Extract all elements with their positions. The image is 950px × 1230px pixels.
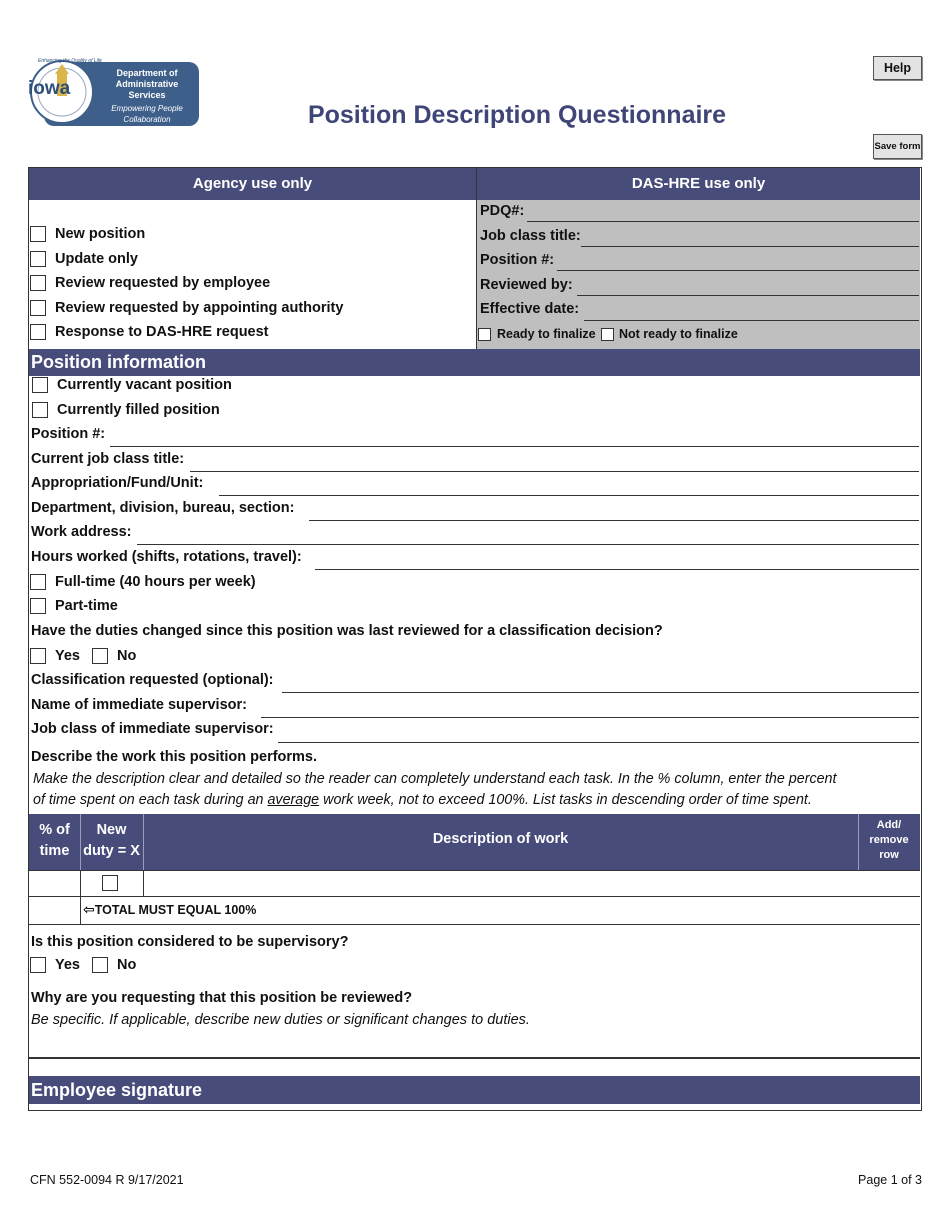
full-time-option[interactable] (30, 574, 256, 590)
das-position-label: Position #: (480, 252, 555, 268)
duties-no-checkbox[interactable] (92, 648, 108, 664)
save-form-button[interactable]: Save form (873, 134, 922, 159)
position-info-heading (29, 349, 920, 376)
reviewed-by-label: Reviewed by: (480, 277, 573, 293)
duties-no-label: No (117, 648, 137, 664)
review-authority-checkbox[interactable] (30, 300, 46, 316)
agency-use-label: Agency use only (192, 175, 313, 192)
job-class-label: Current job class title: (31, 451, 185, 467)
header-col-sep-2 (143, 814, 144, 870)
logo-dept-line1: Department of (116, 68, 178, 78)
pdq-label: PDQ#: (480, 203, 525, 219)
update-only-checkbox[interactable] (30, 251, 46, 267)
das-job-class-label: Job class title: (480, 228, 581, 244)
supervisory-no-label: No (117, 957, 137, 973)
supervisory-no[interactable] (92, 957, 136, 973)
das-position-input[interactable] (557, 270, 919, 271)
why-input-bottom (29, 1057, 920, 1059)
vacant-label: Currently vacant position (57, 377, 232, 393)
logo-word: iowa (28, 78, 71, 99)
supervisory-yes-checkbox[interactable] (30, 957, 46, 973)
filled-checkbox[interactable] (32, 402, 48, 418)
logo-dept-line2: Administrative Services (115, 79, 179, 100)
describe-line1: Make the description clear and detailed so the reader can completely understand each task. In the % column, enter the percent (33, 771, 837, 787)
total-note-label: TOTAL MUST EQUAL 100% (94, 903, 257, 917)
duties-changed-yes[interactable] (30, 648, 80, 664)
response-dashre-checkbox[interactable] (30, 324, 46, 340)
vacant-position[interactable] (32, 377, 232, 393)
col-add-line1: Add/ (876, 819, 902, 831)
describe-line2-emphasis: average (267, 792, 320, 808)
new-position-label: New position (55, 226, 146, 242)
job-class-input[interactable] (190, 471, 919, 472)
position-number-label: Position #: (31, 426, 106, 442)
part-time-label: Part-time (55, 598, 118, 614)
duty-percent-input[interactable] (29, 871, 80, 896)
not-ready-finalize[interactable] (601, 327, 738, 341)
form-id: CFN 552-0094 R 9/17/2021 (30, 1173, 184, 1187)
dashre-use-label: DAS-HRE use only (631, 175, 766, 192)
page-title: Position Description Questionnaire (307, 101, 727, 129)
header-col-sep-3 (858, 814, 859, 870)
ready-finalize[interactable] (478, 327, 596, 341)
employee-signature-heading (29, 1076, 920, 1104)
describe-line2-post: work week, not to exceed 100%. List tasks in descending order of time spent. (319, 792, 812, 808)
col-percent-header (29, 820, 80, 862)
option-review-authority[interactable] (30, 300, 343, 316)
why-input[interactable] (29, 1032, 920, 1056)
pdq-input[interactable] (527, 221, 919, 222)
position-info-title: Position information (31, 352, 206, 372)
das-job-class-input[interactable] (581, 246, 919, 247)
not-ready-finalize-label: Not ready to finalize (619, 327, 738, 341)
full-time-checkbox[interactable] (30, 574, 46, 590)
new-position-checkbox[interactable] (30, 226, 46, 242)
classification-input[interactable] (282, 692, 919, 693)
work-address-label: Work address: (31, 524, 132, 540)
ready-finalize-checkbox[interactable] (478, 328, 491, 341)
supervisory-question: Is this position considered to be supervisory? (31, 934, 349, 950)
response-dashre-label: Response to DAS-HRE request (55, 324, 269, 340)
describe-line2 (33, 790, 923, 811)
duty-description-input[interactable] (144, 871, 920, 896)
describe-line2-pre: of time spent on each task during an (33, 792, 268, 808)
duties-changed-no[interactable] (92, 648, 136, 664)
col-percent-line1: % of (39, 822, 70, 838)
update-only-label: Update only (55, 251, 138, 267)
supervisor-name-label: Name of immediate supervisor: (31, 697, 247, 713)
part-time-option[interactable] (30, 598, 118, 614)
logo-tag1: Empowering People (111, 104, 183, 113)
effective-date-label: Effective date: (480, 301, 580, 317)
why-hint: Be specific. If applicable, describe new duties or significant changes to duties. (31, 1012, 530, 1028)
col-new-duty-header (80, 820, 143, 862)
agency-use-header (29, 168, 476, 200)
header-col-sep-1 (80, 814, 81, 870)
not-ready-finalize-checkbox[interactable] (601, 328, 614, 341)
work-address-input[interactable] (137, 544, 919, 545)
logo-seal-text: Enhancing the Quality of Life (38, 58, 102, 64)
duty-new-checkbox[interactable] (102, 875, 118, 891)
appropriation-input[interactable] (219, 495, 919, 496)
total-row-bottom (29, 924, 920, 925)
option-response-dashre[interactable] (30, 324, 269, 340)
hours-input[interactable] (315, 569, 919, 570)
col-add-line2: remove (869, 834, 909, 846)
duty-new-cell (80, 871, 143, 896)
classification-label: Classification requested (optional): (31, 672, 274, 688)
department-input[interactable] (309, 520, 919, 521)
col-description-header: Description of work (432, 831, 569, 847)
option-review-employee[interactable] (30, 275, 270, 291)
col-new-line1: New (96, 822, 127, 838)
review-authority-label: Review requested by appointing authority (55, 300, 344, 316)
help-button[interactable]: Help (873, 56, 922, 80)
department-label: Department, division, bureau, section: (31, 500, 295, 516)
logo-tag2: Collaboration (123, 115, 171, 124)
reviewed-by-input[interactable] (577, 295, 919, 296)
filled-label: Currently filled position (57, 402, 220, 418)
col-new-line2: duty = X (83, 843, 140, 859)
supervisor-name-input[interactable] (261, 717, 919, 718)
total-note (83, 901, 256, 918)
appropriation-label: Appropriation/Fund/Unit: (31, 475, 204, 491)
position-number-input[interactable] (110, 446, 919, 447)
total-percent-cell (29, 897, 80, 923)
supervisor-class-input[interactable] (278, 742, 919, 743)
review-employee-label: Review requested by employee (55, 275, 271, 291)
supervisory-yes[interactable] (30, 957, 80, 973)
col-add-remove-header (858, 818, 920, 863)
left-arrow-icon: ⇦ (83, 901, 95, 917)
hours-label: Hours worked (shifts, rotations, travel): (31, 549, 302, 565)
filled-position[interactable] (32, 402, 220, 418)
part-time-checkbox[interactable] (30, 598, 46, 614)
dashre-use-header (477, 168, 920, 200)
duties-yes-label: Yes (55, 648, 80, 664)
page-number: Page 1 of 3 (858, 1173, 922, 1187)
employee-signature-title: Employee signature (31, 1080, 203, 1100)
logo-tag3: Customer Service (115, 126, 179, 135)
describe-title: Describe the work this position performs. (31, 749, 318, 765)
option-update-only[interactable] (30, 251, 138, 267)
supervisory-yes-label: Yes (55, 957, 80, 973)
duties-yes-checkbox[interactable] (30, 648, 46, 664)
option-new-position[interactable] (30, 226, 145, 242)
supervisory-no-checkbox[interactable] (92, 957, 108, 973)
describe-instructions (33, 769, 923, 811)
why-question: Why are you requesting that this position be reviewed? (31, 990, 413, 1006)
col-percent-line2: time (39, 843, 70, 859)
supervisor-class-label: Job class of immediate supervisor: (31, 721, 274, 737)
col-add-line3: row (879, 849, 899, 861)
vacant-checkbox[interactable] (32, 377, 48, 393)
duty-row-bottom (29, 896, 920, 897)
ready-finalize-label: Ready to finalize (497, 327, 596, 341)
effective-date-input[interactable] (584, 320, 919, 321)
full-time-label: Full-time (40 hours per week) (55, 574, 256, 590)
review-employee-checkbox[interactable] (30, 275, 46, 291)
duties-changed-question: Have the duties changed since this position was last reviewed for a classification decision? (31, 623, 663, 639)
